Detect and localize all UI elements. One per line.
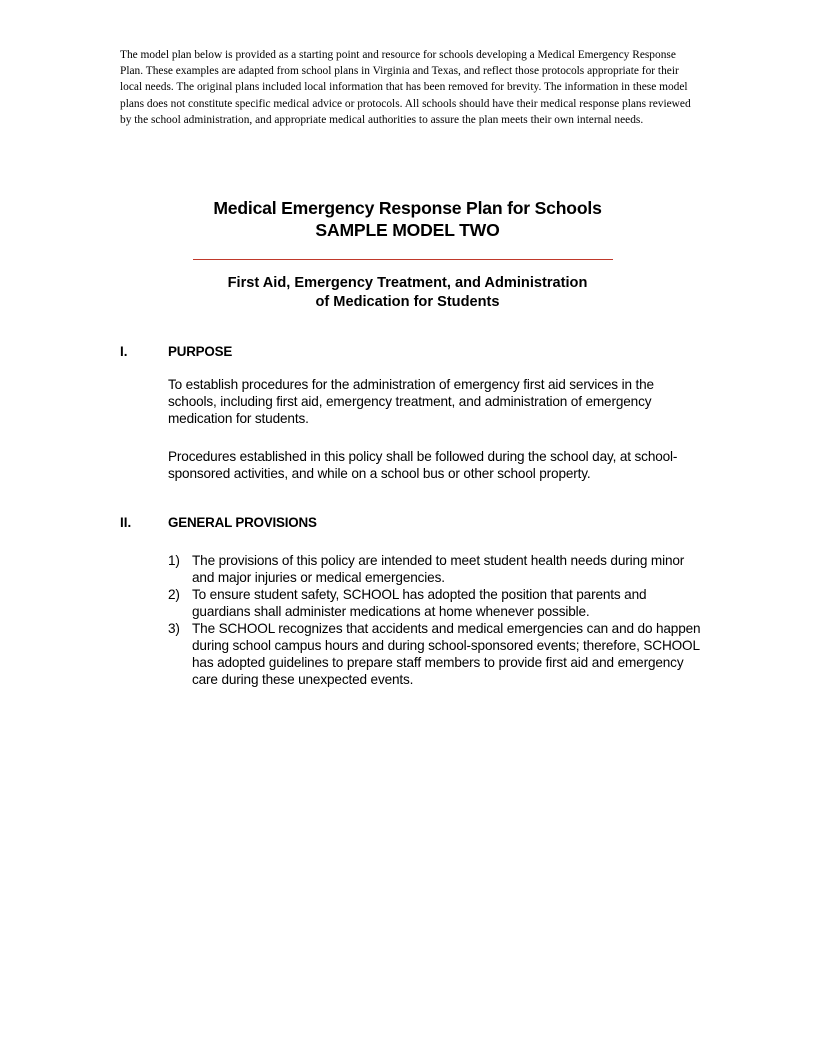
section-title: GENERAL PROVISIONS <box>168 515 317 530</box>
subtitle-line-1: First Aid, Emergency Treatment, and Administration <box>227 275 588 291</box>
document-subtitle <box>120 274 695 311</box>
list-item <box>168 620 708 688</box>
subtitle-line-2: of Medication for Students <box>315 293 500 310</box>
section-number: I. <box>120 344 128 359</box>
purpose-paragraph-1: To establish procedures for the administration of emergency first aid services in the schools, including first aid, emergency treatment, and administration of emergency medication for students. <box>168 377 654 426</box>
list-item-text: The SCHOOL recognizes that accidents and medical emergencies can and do happen during school campus hours and during school-sponsored events; therefore, SCHOOL has adopted guidelines to prepare staff members to provide first aid and emergency care during these unexpected events. <box>192 621 701 687</box>
intro-paragraph: The model plan below is provided as a starting point and resource for schools developing a Medical Emergency Response Plan. These examples are adapted from school plans in Virginia and Texas, and reflect those protocols appropriate for their local needs. The original plans included local information that has been removed for brevity. The information in these model plans does not constitute specific medical advice or protocols. All schools should have their medical response plans reviewed by the school administration, and appropriate medical authorities to assure the plan meets their own internal needs. <box>120 49 691 126</box>
document-title <box>120 197 695 241</box>
title-line-2: SAMPLE MODEL TWO <box>315 220 500 240</box>
list-marker: 1) <box>168 553 180 568</box>
purpose-paragraph-2: Procedures established in this policy shall be followed during the school day, at school-sponsored activities, and while on a school bus or other school property. <box>168 449 678 481</box>
section-number: II. <box>120 515 132 530</box>
section-title: PURPOSE <box>168 344 233 359</box>
list-item <box>168 586 708 620</box>
list-marker: 2) <box>168 587 180 602</box>
title-divider <box>193 259 613 260</box>
list-marker: 3) <box>168 621 180 636</box>
list-item <box>168 552 708 586</box>
provisions-list <box>168 552 708 688</box>
list-item-text: The provisions of this policy are intended to meet student health needs during minor and major injuries or medical emergencies. <box>192 553 685 585</box>
list-item-text: To ensure student safety, SCHOOL has adopted the position that parents and guardians shall administer medications at home whenever possible. <box>192 587 647 619</box>
title-line-1: Medical Emergency Response Plan for Schools <box>213 198 602 218</box>
